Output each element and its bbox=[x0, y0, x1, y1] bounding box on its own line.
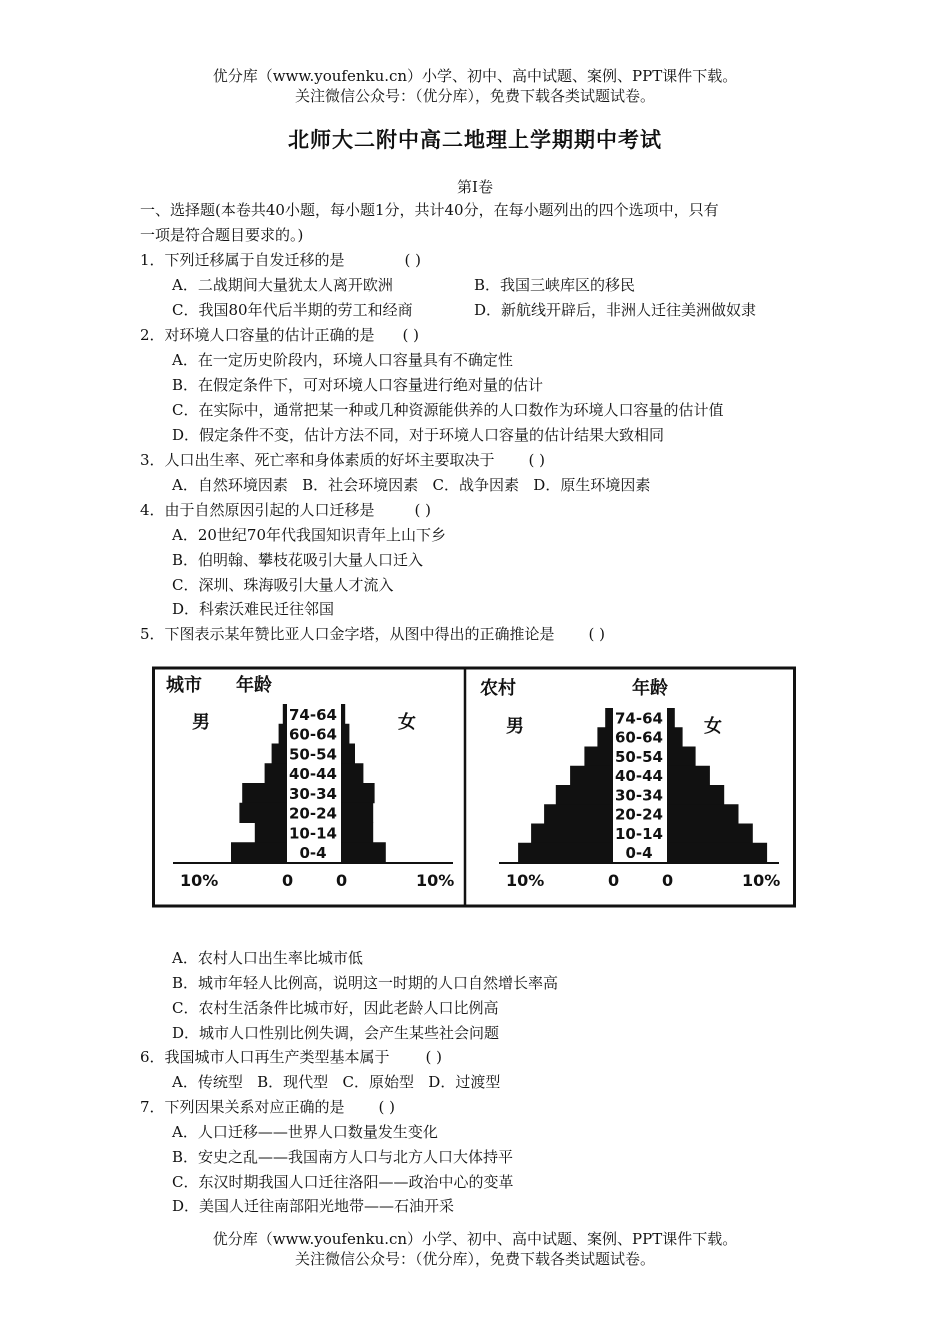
urban-male-label: 男 bbox=[192, 712, 210, 733]
question-7 bbox=[140, 1096, 395, 1118]
question-stem: 2．对环境人口容量的估计正确的是 bbox=[140, 326, 375, 344]
urban-female-bar bbox=[341, 704, 345, 724]
rural-male-label: 男 bbox=[506, 716, 524, 737]
answer-blank: ( ) bbox=[588, 625, 606, 643]
urban-male-bar bbox=[242, 783, 287, 803]
question-stem: 4．由于自然原因引起的人口迁移是 bbox=[140, 501, 375, 519]
urban-male-bar bbox=[231, 842, 287, 862]
question-4 bbox=[140, 499, 431, 521]
option: A．自然环境因素 bbox=[172, 476, 288, 494]
question-stem: 1．下列迁移属于自发迁移的是 bbox=[140, 251, 345, 269]
urban-age-tick: 50-54 bbox=[289, 745, 337, 764]
urban-age-tick: 74-64 bbox=[289, 705, 337, 724]
urban-axis-zero-right: 0 bbox=[336, 871, 348, 890]
urban-female-bar bbox=[341, 823, 373, 843]
option: A．20世纪70年代我国知识青年上山下乡 bbox=[172, 526, 447, 544]
question-3 bbox=[140, 449, 545, 471]
option: A．在一定历史阶段内，环境人口容量具有不确定性 bbox=[172, 351, 513, 369]
rural-male-bar bbox=[518, 843, 613, 863]
urban-male-bar bbox=[279, 724, 287, 744]
urban-axis-right: 10% bbox=[416, 871, 455, 890]
urban-male-bar bbox=[239, 803, 287, 823]
rural-axis-left: 10% bbox=[506, 871, 545, 890]
option: C．东汉时期我国人口迁往洛阳——政治中心的变革 bbox=[172, 1173, 514, 1191]
urban-age-tick: 40-44 bbox=[289, 765, 337, 783]
answer-blank: ( ) bbox=[414, 501, 432, 519]
option: B．现代型 bbox=[257, 1073, 329, 1091]
option: B．社会环境因素 bbox=[302, 476, 419, 494]
question-2 bbox=[140, 324, 419, 346]
rural-male-bar bbox=[605, 708, 613, 728]
urban-age-tick: 30-34 bbox=[289, 784, 337, 803]
option: C．原始型 bbox=[342, 1073, 414, 1091]
instructions-line-2: 一项是符合题目要求的。) bbox=[140, 226, 304, 244]
rural-male-bar bbox=[556, 785, 613, 805]
option: D．原生环境因素 bbox=[533, 476, 651, 494]
option: B．安史之乱——我国南方人口与北方人口大体持平 bbox=[172, 1148, 514, 1166]
urban-male-bar bbox=[255, 823, 287, 843]
rural-axis-zero-left: 0 bbox=[608, 871, 620, 890]
rural-female-bar bbox=[667, 708, 675, 728]
urban-label: 城市 bbox=[166, 675, 202, 696]
option: B．伯明翰、攀枝花吸引大量人口迁入 bbox=[172, 551, 424, 569]
rural-female-label: 女 bbox=[704, 716, 722, 737]
answer-blank: ( ) bbox=[425, 1048, 443, 1066]
section-heading: 第Ⅰ卷 bbox=[457, 178, 493, 196]
rural-age-tick: 20-24 bbox=[615, 805, 663, 824]
answer-blank: ( ) bbox=[402, 326, 420, 344]
answer-blank: ( ) bbox=[404, 251, 422, 269]
option: A．二战期间大量犹太人离开欧洲 bbox=[172, 276, 393, 294]
urban-male-bar bbox=[265, 763, 287, 783]
answer-blank: ( ) bbox=[378, 1098, 396, 1116]
option: A．人口迁移——世界人口数量发生变化 bbox=[172, 1123, 438, 1141]
rural-age-label: 年龄 bbox=[632, 678, 668, 699]
rural-male-bar bbox=[584, 747, 613, 767]
option: C．深圳、珠海吸引大量人才流入 bbox=[172, 576, 394, 594]
rural-age-tick: 10-14 bbox=[615, 824, 663, 843]
urban-age-label: 年龄 bbox=[236, 675, 272, 696]
rural-female-bar bbox=[667, 785, 724, 805]
option: C．我国80年代后半期的劳工和经商 bbox=[172, 301, 413, 319]
question-1 bbox=[140, 249, 421, 271]
rural-female-bar bbox=[667, 766, 710, 786]
question-stem: 5．下图表示某年赞比亚人口金字塔，从图中得出的正确推论是 bbox=[140, 625, 555, 643]
question-stem: 3．人口出生率、死亡率和身体素质的好坏主要取决于 bbox=[140, 451, 495, 469]
option: A．农村人口出生率比城市低 bbox=[172, 949, 363, 967]
urban-age-tick: 20-24 bbox=[289, 804, 337, 823]
option: B．在假定条件下，可对环境人口容量进行绝对量的估计 bbox=[172, 376, 544, 394]
option: D．新航线开辟后，非洲人迁往美洲做奴隶 bbox=[474, 301, 757, 319]
option: A．传统型 bbox=[172, 1073, 243, 1091]
option: B．我国三峡库区的移民 bbox=[474, 276, 636, 294]
rural-male-bar bbox=[531, 824, 613, 844]
rural-label: 农村 bbox=[480, 678, 516, 699]
urban-age-tick: 0-4 bbox=[299, 844, 327, 862]
rural-female-bar bbox=[667, 843, 767, 863]
instructions-line-1: 一、选择题(本卷共40小题，每小题1分，共计40分，在每小题列出的四个选项中，只有 bbox=[140, 201, 719, 219]
question-6 bbox=[140, 1046, 442, 1068]
rural-pyramid bbox=[499, 708, 779, 863]
rural-age-tick: 30-34 bbox=[615, 786, 663, 805]
rural-age-tick: 60-64 bbox=[615, 728, 663, 747]
question-5 bbox=[140, 623, 605, 645]
option: D．科索沃难民迁往邻国 bbox=[172, 600, 335, 618]
rural-axis-right: 10% bbox=[742, 871, 781, 890]
urban-male-bar bbox=[283, 704, 287, 724]
option-row bbox=[172, 1071, 500, 1093]
urban-female-bar bbox=[341, 744, 355, 764]
rural-age-tick: 74-64 bbox=[615, 709, 663, 728]
rural-male-bar bbox=[544, 804, 613, 824]
header-line-1: 优分库（www.youfenku.cn）小学、初中、高中试题、案例、PPT课件下载。 bbox=[212, 67, 738, 85]
urban-male-bar bbox=[272, 744, 287, 764]
urban-female-bar bbox=[341, 783, 375, 803]
urban-age-tick: 60-64 bbox=[289, 725, 337, 744]
rural-female-bar bbox=[667, 747, 696, 767]
footer-line-2: 关注微信公众号：（优分库），免费下载各类试题试卷。 bbox=[294, 1250, 655, 1268]
rural-age-tick: 0-4 bbox=[625, 844, 653, 862]
question-stem: 7．下列因果关系对应正确的是 bbox=[140, 1098, 345, 1116]
answer-blank: ( ) bbox=[528, 451, 546, 469]
option: C．在实际中，通常把某一种或几种资源能供养的人口数作为环境人口容量的估计值 bbox=[172, 401, 724, 419]
urban-female-bar bbox=[341, 803, 373, 823]
option: C．农村生活条件比城市好，因此老龄人口比例高 bbox=[172, 999, 499, 1017]
option: D．假定条件不变，估计方法不同，对于环境人口容量的估计结果大致相同 bbox=[172, 426, 665, 444]
urban-female-label: 女 bbox=[398, 712, 416, 733]
rural-age-tick: 50-54 bbox=[615, 747, 663, 766]
rural-female-bar bbox=[667, 804, 739, 824]
option: D．美国人迁往南部阳光地带——石油开采 bbox=[172, 1197, 455, 1215]
option: D．城市人口性别比例失调，会产生某些社会问题 bbox=[172, 1024, 500, 1042]
urban-female-bar bbox=[341, 724, 349, 744]
option: D．过渡型 bbox=[428, 1073, 501, 1091]
rural-female-bar bbox=[667, 727, 683, 747]
urban-female-bar bbox=[341, 842, 386, 862]
rural-male-bar bbox=[570, 766, 613, 786]
rural-age-tick: 40-44 bbox=[615, 767, 663, 785]
urban-axis-zero-left: 0 bbox=[282, 871, 294, 890]
urban-age-tick: 10-14 bbox=[289, 824, 337, 843]
rural-axis-zero-right: 0 bbox=[662, 871, 674, 890]
option-row bbox=[172, 474, 650, 496]
option: C．战争因素 bbox=[432, 476, 519, 494]
rural-female-bar bbox=[667, 824, 753, 844]
rural-male-bar bbox=[597, 727, 613, 747]
urban-female-bar bbox=[341, 763, 363, 783]
question-stem: 6．我国城市人口再生产类型基本属于 bbox=[140, 1048, 390, 1066]
header-line-2: 关注微信公众号：（优分库），免费下载各类试题试卷。 bbox=[294, 87, 655, 105]
population-pyramid-figure bbox=[152, 664, 796, 908]
urban-axis-left: 10% bbox=[180, 871, 219, 890]
exam-title: 北师大二附中高二地理上学期期中考试 bbox=[288, 127, 662, 152]
option: B．城市年轻人比例高，说明这一时期的人口自然增长率高 bbox=[172, 974, 559, 992]
footer-line-1: 优分库（www.youfenku.cn）小学、初中、高中试题、案例、PPT课件下载。 bbox=[212, 1230, 738, 1248]
